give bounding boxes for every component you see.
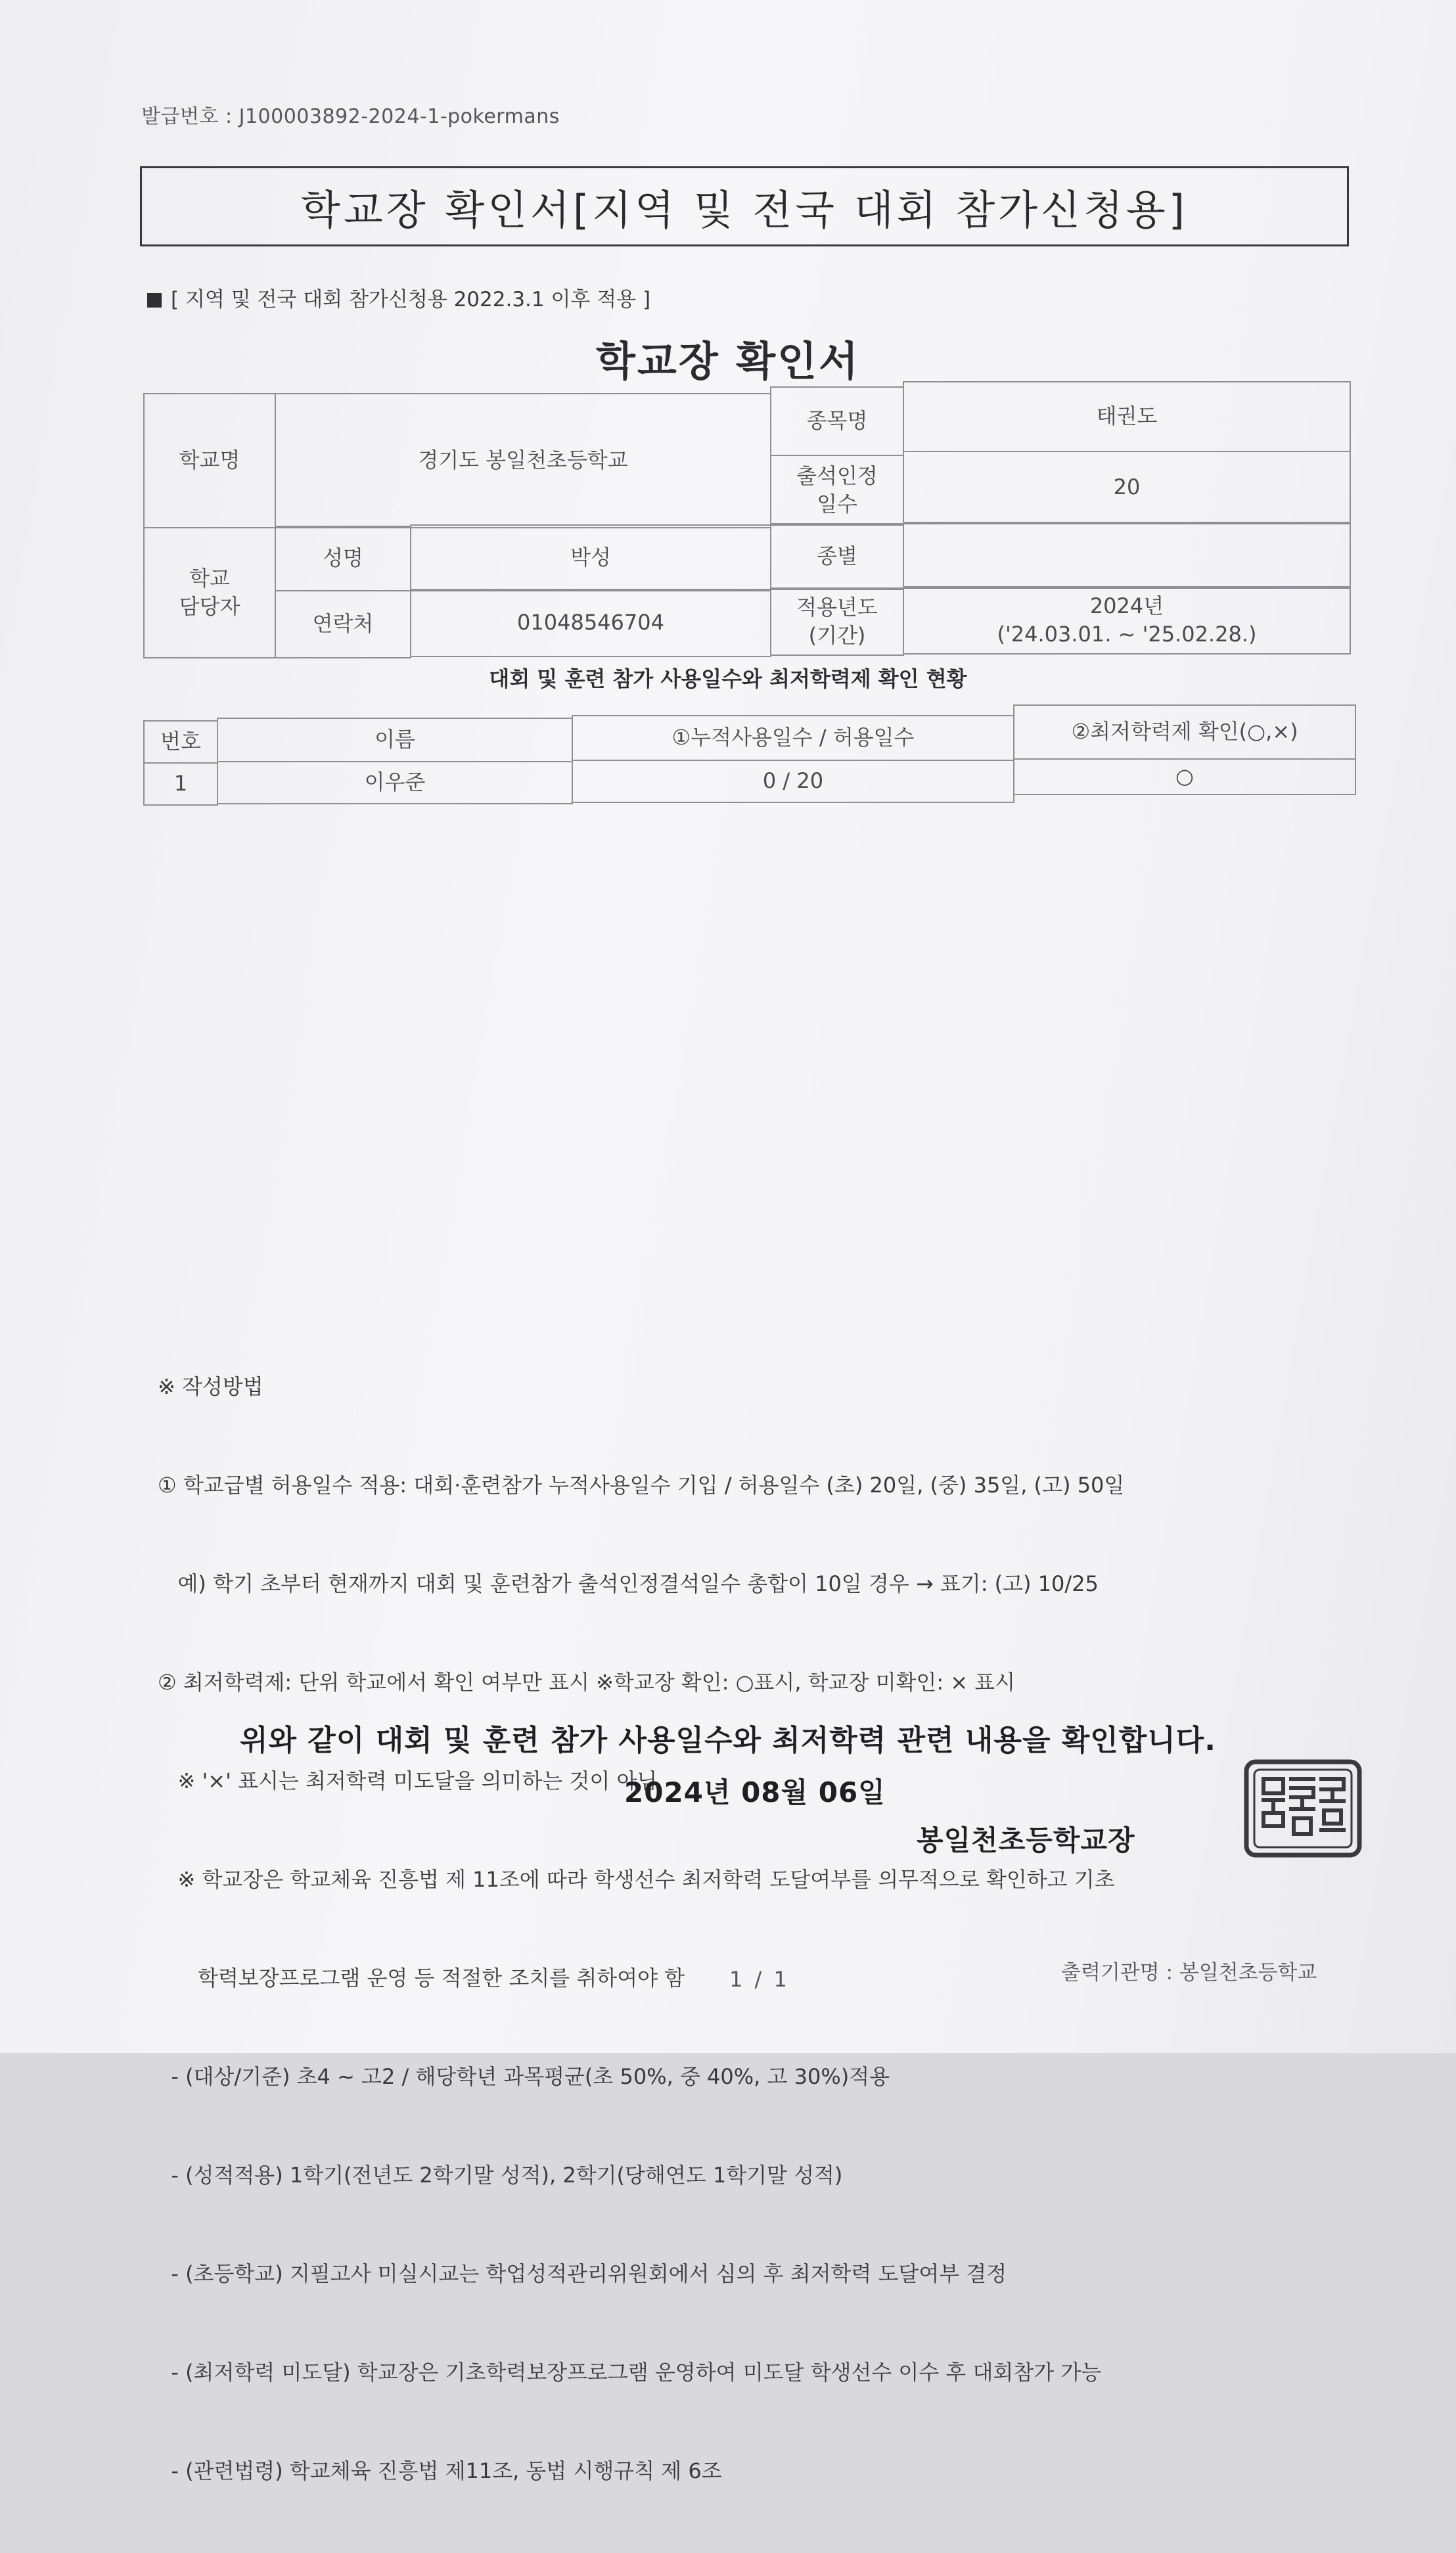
sport-label: 종목명 xyxy=(770,386,904,456)
note-line: ① 학교급별 허용일수 적용: 대회·훈련참가 누적사용일수 기입 / 허용일수 (초) 20일, (중) 35일, (고) 50일 xyxy=(158,1473,1125,1498)
writing-instructions xyxy=(158,1304,1124,2553)
note-line: ※ 학교장은 학교체육 진흥법 제 11조에 따라 학생선수 최저학력 도달여부를 의무적으로 확인하고 기초 xyxy=(158,1867,1115,1892)
name-label: 성명 xyxy=(275,526,411,591)
row-days: 0 / 20 xyxy=(572,760,1014,803)
contact-value: 01048546704 xyxy=(410,589,771,657)
name-value: 박성 xyxy=(410,524,771,591)
header-name: 이름 xyxy=(217,718,573,762)
section-title: 대회 및 훈련 참가 사용일수와 최저학력제 확인 현황 xyxy=(489,666,967,691)
row-academic: ○ xyxy=(1013,758,1356,795)
note-line: - (대상/기준) 초4 ~ 고2 / 해당학년 과목평균(초 50%, 중 40%, 고 30%)적용 xyxy=(158,2064,890,2089)
official-seal-icon xyxy=(1244,1759,1362,1858)
note-line: 예) 학기 초부터 현재까지 대회 및 훈련참가 출석인정결석일수 총합이 10일 경우 → 표기: (고) 10/25 xyxy=(158,1571,1099,1596)
header-days: ①누적사용일수 / 허용일수 xyxy=(572,715,1014,761)
note-line: - (초등학교) 지필고사 미실시교는 학업성적관리위원회에서 심의 후 최저학력 도달여부 결정 xyxy=(158,2261,1007,2286)
issue-number: 발급번호 : J100003892-2024-1-pokermans xyxy=(141,105,560,128)
school-value: 경기도 봉일천초등학교 xyxy=(275,393,771,528)
year-label: 적용년도 (기간) xyxy=(770,587,904,656)
document-title: 학교장 확인서[지역 및 전국 대회 참가신청용] xyxy=(140,166,1349,246)
event-label: 종별 xyxy=(770,523,904,590)
row-name: 이우준 xyxy=(217,761,573,804)
applied-note xyxy=(147,283,650,312)
attend-days-label: 출석인정 일수 xyxy=(770,455,904,526)
attend-days-value: 20 xyxy=(903,451,1351,524)
sport-value: 태권도 xyxy=(903,381,1351,452)
issue-date: 2024년 08월 06일 xyxy=(624,1776,886,1808)
header-number: 번호 xyxy=(143,720,218,764)
confirm-statement: 위와 같이 대회 및 훈련 참가 사용일수와 최저학력 관련 내용을 확인합니다. xyxy=(239,1724,1216,1757)
event-value xyxy=(903,522,1351,589)
note-line: - (관련법령) 학교체육 진흥법 제11조, 동법 시행규칙 제 6조 xyxy=(158,2458,722,2483)
note-line: ※ '×' 표시는 최저학력 미도달을 의미하는 것이 아님 xyxy=(158,1768,658,1793)
form-subtitle: 학교장 확인서 xyxy=(596,337,860,385)
manager-label: 학교 담당자 xyxy=(143,527,276,658)
header-academic: ②최저학력제 확인(○,×) xyxy=(1013,704,1356,760)
square-bullet-icon xyxy=(147,293,162,308)
note-line: 학력보장프로그램 운영 등 적절한 조치를 취하여야 함 xyxy=(158,1966,685,1990)
year-value: 2024년 ('24.03.01. ~ '25.02.28.) xyxy=(903,586,1351,655)
applied-note-text: [ 지역 및 전국 대회 참가신청용 2022.3.1 이후 적용 ] xyxy=(171,288,651,311)
school-label: 학교명 xyxy=(143,393,276,528)
note-line: - (성적적용) 1학기(전년도 2학기말 성적), 2학기(당해연도 1학기말 성적) xyxy=(158,2163,843,2188)
principal-name: 봉일천초등학교장 xyxy=(917,1824,1135,1856)
row-number: 1 xyxy=(143,762,218,806)
note-line: ② 최저학력제: 단위 학교에서 확인 여부만 표시 ※학교장 확인: ○표시, 학교장 미확인: × 표시 xyxy=(158,1670,1016,1695)
page-number: 1 / 1 xyxy=(729,1967,790,1992)
note-line: ※ 작성방법 xyxy=(158,1374,263,1399)
contact-label: 연락처 xyxy=(275,590,411,658)
output-organization: 출력기관명 : 봉일천초등학교 xyxy=(1061,1961,1317,1985)
note-line: - (최저학력 미도달) 학교장은 기초학력보장프로그램 운영하여 미도달 학생선수 이수 후 대회참가 가능 xyxy=(158,2360,1102,2385)
